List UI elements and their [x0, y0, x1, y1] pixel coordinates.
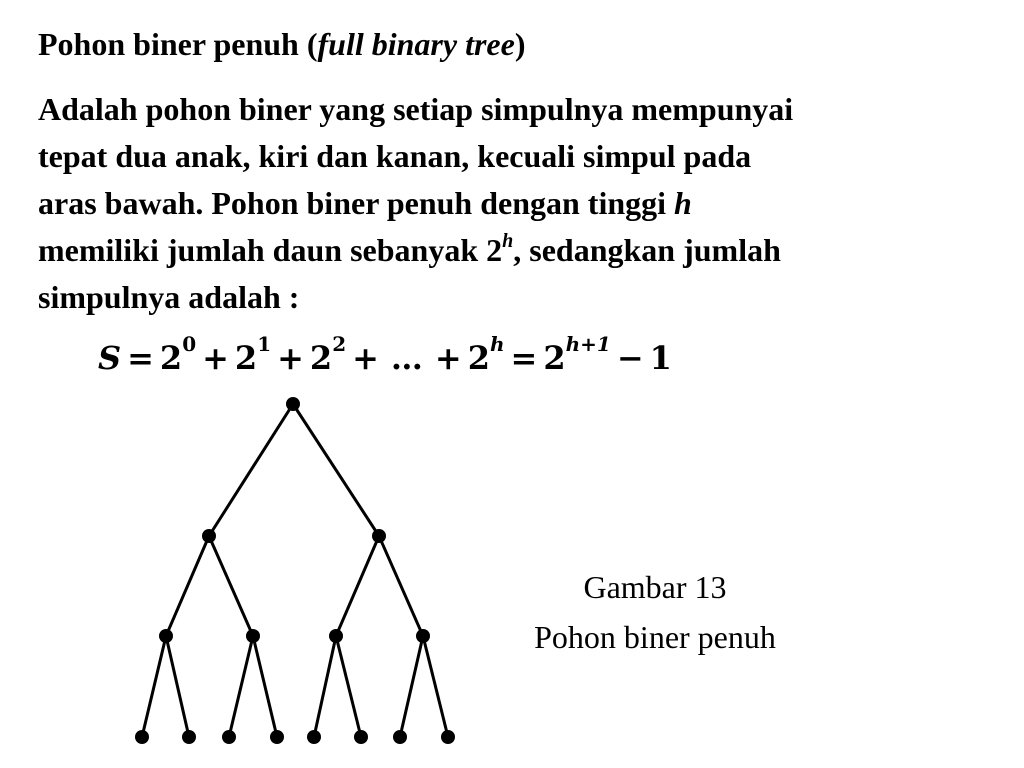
formula-plus-4: + — [434, 339, 462, 377]
formula-term-1-base: 2 — [234, 339, 258, 377]
tree-node-l2-2 — [329, 629, 343, 643]
tree-node-l2-0 — [159, 629, 173, 643]
paragraph-line-2: tepat dua anak, kiri dan kanan, kecuali simpul pada — [38, 138, 752, 174]
paragraph-line-1: Adalah pohon biner yang setiap simpulnya mempunyai — [38, 91, 794, 127]
tree-edge-l2-n2-left — [314, 636, 336, 737]
tree-edge-l2-n1-left — [229, 636, 253, 737]
tree-edge-l2-n0-right — [166, 636, 189, 737]
formula-minus: − — [616, 339, 644, 377]
tree-edge-l1-n0-left — [166, 536, 209, 636]
tree-edge-l1-n1-right — [379, 536, 423, 636]
formula-term-0-exp: 0 — [182, 332, 197, 357]
tree-edge-l2-n3-left — [400, 636, 423, 737]
tree-edge-l2-n3-right — [423, 636, 448, 737]
formula-ellipsis: … — [390, 339, 423, 377]
caption-figure-number: Gambar 13 — [583, 569, 727, 605]
tree-node-l1-1 — [372, 529, 386, 543]
tree-node-l2-1 — [246, 629, 260, 643]
formula-plus-2: + — [277, 339, 304, 377]
formula-equals: = — [127, 339, 154, 377]
formula-term-1-exp: 1 — [257, 332, 272, 357]
figure-caption — [460, 562, 850, 662]
formula-equals-2: = — [510, 339, 538, 377]
tree-leaf-node-3 — [270, 730, 284, 744]
height-variable: h — [674, 185, 692, 221]
paragraph-line-4-text: memiliki jumlah daun sebanyak 2 — [38, 232, 503, 268]
tree-edges — [142, 404, 448, 737]
leaf-count-exponent: h — [502, 230, 514, 253]
tree-node-l1-0 — [202, 529, 216, 543]
paragraph-line-4-suffix: , sedangkan jumlah — [513, 232, 781, 268]
tree-leaf-node-7 — [441, 730, 455, 744]
tree-node-l2-3 — [416, 629, 430, 643]
formula-term-h-base: 2 — [467, 339, 490, 377]
tree-leaf-node-1 — [182, 730, 196, 744]
title-suffix: ) — [514, 26, 526, 62]
formula-term-0-base: 2 — [159, 339, 183, 377]
formula-plus-3: + — [352, 339, 379, 377]
tree-edge-l0-n0-right — [293, 404, 379, 536]
tree-edge-l2-n1-right — [253, 636, 277, 737]
tree-leaf-node-5 — [354, 730, 368, 744]
tree-leaf-node-2 — [222, 730, 236, 744]
formula-lhs: S — [98, 339, 122, 377]
formula-result-base: 2 — [543, 339, 566, 377]
formula-term-2-exp: 2 — [332, 332, 347, 357]
formula-term-h-exp: h — [490, 332, 505, 357]
tree-edge-l0-n0-left — [209, 404, 293, 536]
tree-root-node — [286, 397, 300, 411]
tree-leaf-node-6 — [393, 730, 407, 744]
tree-nodes — [135, 397, 455, 744]
title-prefix: Pohon biner penuh ( — [38, 26, 318, 62]
tree-leaf-node-0 — [135, 730, 149, 744]
caption-figure-title: Pohon biner penuh — [534, 619, 776, 655]
title-italic-term: full binary tree — [317, 26, 515, 62]
tree-edge-l1-n0-right — [209, 536, 253, 636]
formula-result-exp: h+1 — [565, 332, 611, 357]
formula-plus-1: + — [202, 339, 229, 377]
paragraph-line-3-text: aras bawah. Pohon biner penuh dengan tinggi — [38, 185, 675, 221]
formula-term-2-base: 2 — [309, 339, 333, 377]
tree-edge-l1-n1-left — [336, 536, 379, 636]
tree-leaf-node-4 — [307, 730, 321, 744]
paragraph-line-5: simpulnya adalah : — [38, 279, 300, 315]
tree-edge-l2-n2-right — [336, 636, 361, 737]
tree-edge-l2-n0-left — [142, 636, 166, 737]
formula-one: 1 — [649, 339, 672, 377]
